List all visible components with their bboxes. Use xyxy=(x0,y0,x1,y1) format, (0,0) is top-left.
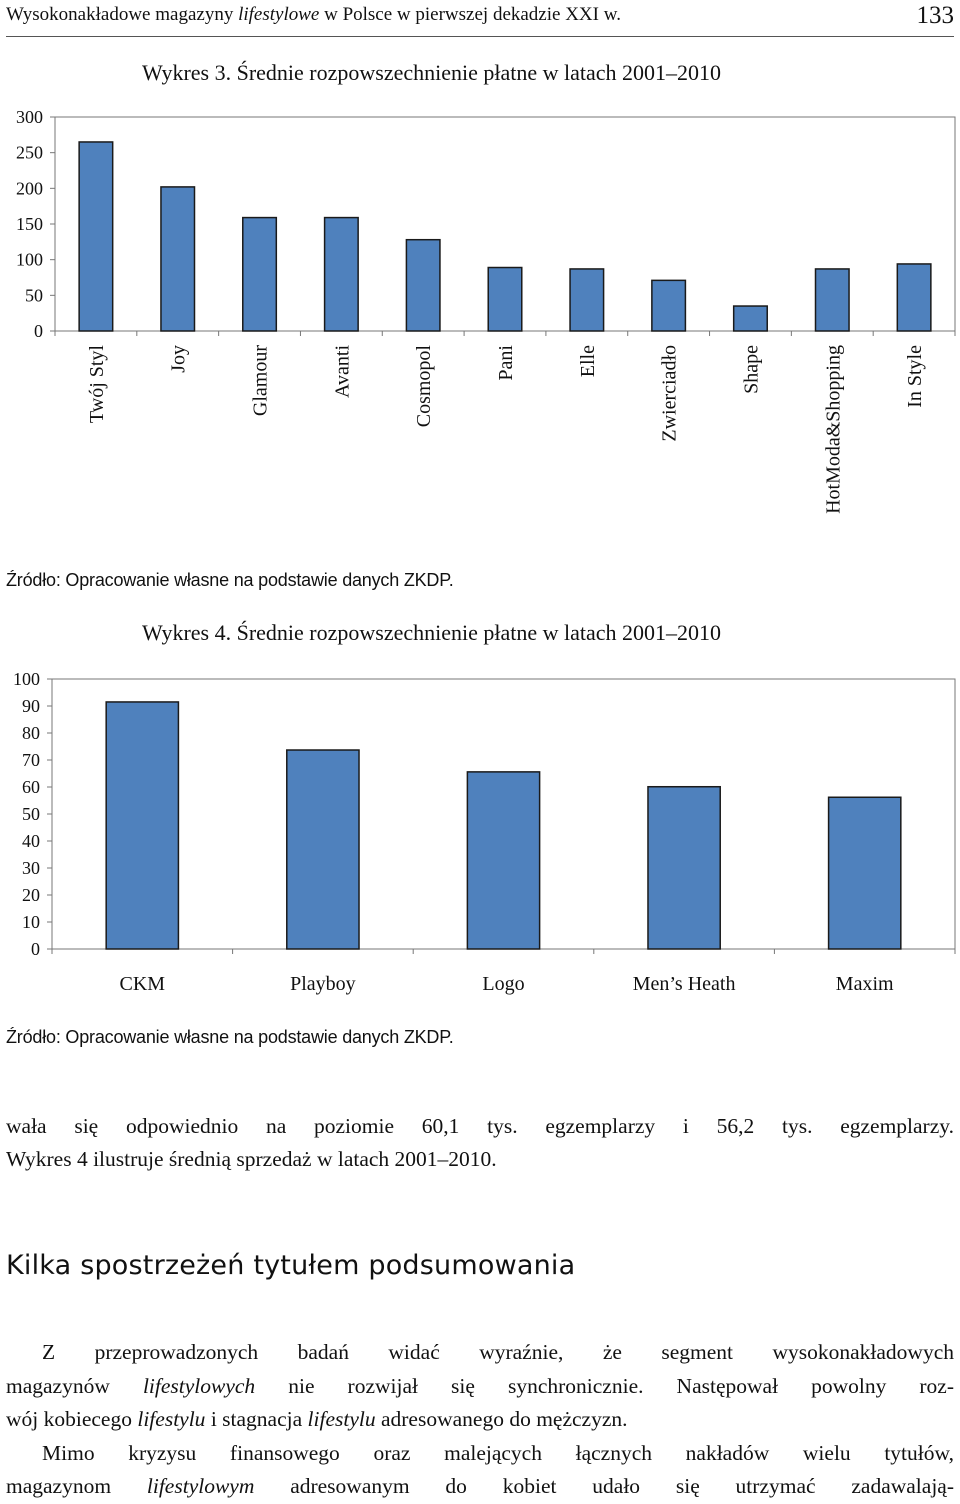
paragraph-line: wała się odpowiednio na poziomie 60,1 tys. egzemplarzy i 56,2 tys. egzemplarzy. xyxy=(6,1114,954,1138)
bar xyxy=(648,787,720,949)
bar xyxy=(829,797,901,949)
category-label: Maxim xyxy=(835,973,894,995)
y-tick-label: 20 xyxy=(22,885,40,905)
bar xyxy=(897,264,931,331)
category-label: In Style xyxy=(904,345,927,408)
y-tick-label: 150 xyxy=(16,214,43,234)
category-label: Cosmopol xyxy=(413,345,436,428)
y-tick-label: 0 xyxy=(31,939,40,959)
bar xyxy=(570,269,604,331)
y-tick-label: 300 xyxy=(16,107,43,127)
category-label: Pani xyxy=(495,345,517,381)
bar xyxy=(406,240,440,331)
category-label: Zwierciadło xyxy=(658,345,681,442)
bar xyxy=(816,269,850,331)
y-tick-label: 70 xyxy=(22,750,40,770)
category-label: Glamour xyxy=(249,345,272,417)
y-tick-label: 100 xyxy=(13,669,40,689)
y-tick-label: 60 xyxy=(22,777,40,797)
paragraph-line: magazynom lifestylowym adresowanym do kobiet udało się utrzymać zadawalają- xyxy=(6,1474,954,1498)
y-tick-label: 10 xyxy=(22,912,40,932)
bar xyxy=(243,218,277,331)
category-label: Playboy xyxy=(290,973,356,995)
category-label: Shape xyxy=(740,345,763,394)
bar xyxy=(79,142,113,331)
chart4-title: Wykres 4. Średnie rozpowszechnienie płatne w latach 2001–2010 xyxy=(142,620,722,645)
y-tick-label: 200 xyxy=(16,178,43,199)
running-header xyxy=(6,0,954,37)
bar xyxy=(106,702,178,949)
section-heading: Kilka spostrzeżeń tytułem podsumowania xyxy=(6,1250,576,1281)
category-label: Logo xyxy=(482,973,525,995)
category-label: Twój Styl xyxy=(85,345,108,424)
y-tick-label: 40 xyxy=(22,831,40,851)
page-number: 133 xyxy=(916,2,954,29)
y-tick-label: 100 xyxy=(16,249,43,270)
chart4-source: Źródło: Opracowanie własne na podstawie danych ZKDP. xyxy=(6,1027,454,1047)
paragraph-line: magazynów lifestylowych nie rozwijał się synchronicznie. Następował powolny roz- xyxy=(6,1373,954,1398)
category-label: Men’s Heath xyxy=(632,973,736,995)
y-tick-label: 30 xyxy=(22,858,40,878)
bar xyxy=(287,750,359,949)
y-tick-label: 0 xyxy=(34,321,43,341)
paragraph-line: Wykres 4 ilustruje średnią sprzedaż w latach 2001–2010. xyxy=(6,1147,497,1171)
summary-paragraphs xyxy=(6,1336,954,1504)
category-label: Avanti xyxy=(331,345,354,398)
chart3-title: Wykres 3. Średnie rozpowszechnienie płatne w latach 2001–2010 xyxy=(142,60,722,85)
y-tick-label: 80 xyxy=(22,723,40,743)
bar xyxy=(467,772,539,949)
y-tick-label: 90 xyxy=(22,696,40,716)
bar xyxy=(488,268,522,331)
y-tick-label: 50 xyxy=(22,804,40,824)
paragraph-continuation xyxy=(6,1110,954,1176)
category-label: Elle xyxy=(576,345,599,378)
bar xyxy=(734,306,768,331)
chart3-source: Źródło: Opracowanie własne na podstawie danych ZKDP. xyxy=(6,570,454,590)
bar xyxy=(652,280,686,331)
y-tick-label: 50 xyxy=(25,285,43,306)
category-label: CKM xyxy=(119,973,166,995)
y-tick-label: 250 xyxy=(16,142,43,163)
running-header-title: Wysokonakładowe magazyny lifestylowe w Polsce w pierwszej dekadzie XXI w. xyxy=(6,4,621,25)
bar xyxy=(325,218,359,331)
paragraph-line: Z przeprowadzonych badań widać wyraźnie, że segment wysokonakładowych xyxy=(42,1340,954,1364)
chart4 xyxy=(0,660,960,1000)
paragraph-line: Mimo kryzysu finansowego oraz malejących łącznych nakładów wielu tytułów, xyxy=(42,1440,954,1465)
category-label: HotModa&Shopping xyxy=(822,345,845,514)
chart3 xyxy=(0,100,960,560)
category-label: Joy xyxy=(167,345,190,373)
bar xyxy=(161,187,195,331)
paragraph-line: wój kobiecego lifestylu i stagnacja lifestylu adresowanego do mężczyzn. xyxy=(6,1407,628,1431)
